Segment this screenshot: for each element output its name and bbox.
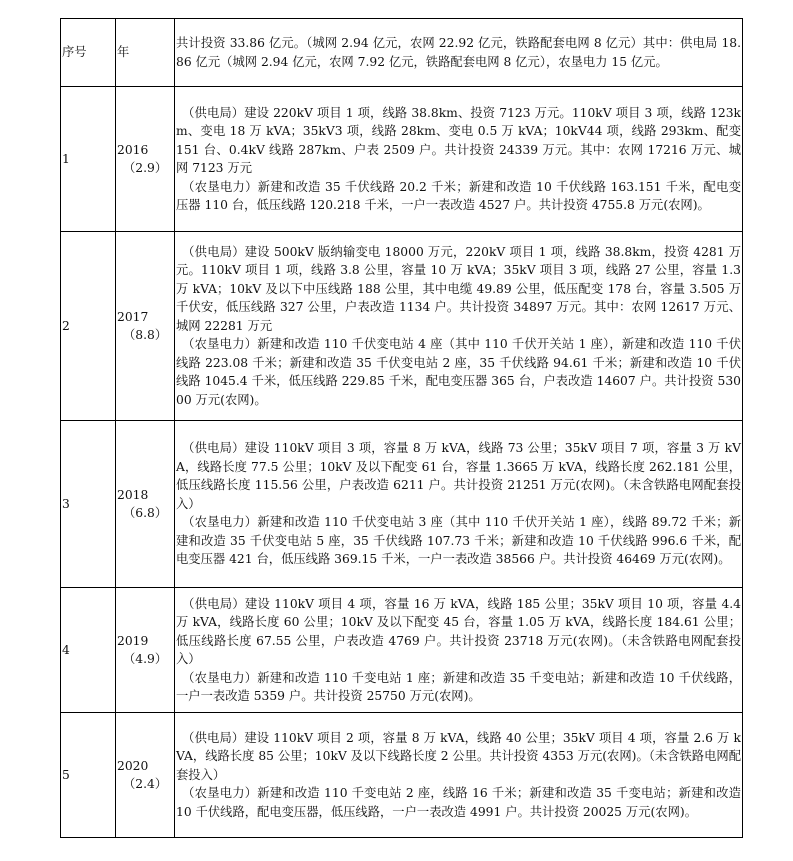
row-number: 5: [61, 713, 116, 838]
row-year: [116, 87, 175, 232]
investment-table: [60, 18, 743, 838]
row-number: 2: [61, 232, 116, 421]
farm-power-text: （农垦电力）新建和改造 110 千变电站 2 座，线路 16 千米；新建和改造 35 千变电站；新建和改造 10 千伏线路，配电变压器，低压线路，一户一表改造 4991 户。共计投资 20025 万元(农网)。: [176, 786, 741, 819]
year-investment: （4.9）: [123, 652, 168, 666]
supply-bureau-text: （供电局）建设 110kV 项目 4 项，容量 16 万 kVA，线路 185 公里；35kV 项目 10 项，容量 4.4 万 kVA，线路长度 60 公里；10kV 及以下配变 45 台，容量 1.05 万 kVA，线路长度 184.61 公里；低压线路长度 67.55 公里，户表改造 4769 户。共计投资 23718 万元(农网)。（未含铁路电网配套投入）: [176, 596, 741, 666]
table-row: [61, 87, 743, 232]
row-description: [175, 588, 743, 713]
row-number: 1: [61, 87, 116, 232]
row-description: [175, 421, 743, 588]
table-row: [61, 421, 743, 588]
row-year: [116, 232, 175, 421]
row-year: [116, 588, 175, 713]
supply-bureau-text: （供电局）建设 110kV 项目 3 项，容量 8 万 kVA，线路 73 公里；35kV 项目 7 项，容量 3 万 kVA，线路长度 77.5 公里；10kV 及以下配变 61 台，容量 1.3665 万 kVA，线路长度 262.181 公里，低压线路长度 115.56 公里，户表改造 6211 户。共计投资 21251 万元(农网)。（未含铁路电网配套投入）: [176, 441, 741, 511]
year-investment: （2.4）: [123, 777, 168, 791]
row-year: [116, 713, 175, 838]
header-year: 年: [116, 19, 175, 87]
year-value: 2020: [117, 758, 149, 773]
farm-power-text: （农垦电力）新建和改造 110 千伏变电站 4 座（其中 110 千伏开关站 1 座），新建和改造 110 千伏线路 223.08 千米；新建和改造 35 千伏变电站 2 座，35 千伏线路 94.61 千米；新建和改造 10 千伏线路 1045.4 千米，低压线路 229.85 千米，配电变压器 365 台，户表改造 14607 户。共计投资 53000 万元(农网)。: [176, 337, 741, 407]
header-number: 序号: [61, 19, 116, 87]
row-year: [116, 421, 175, 588]
supply-bureau-text: （供电局）建设 500kV 版纳输变电 18000 万元，220kV 项目 1 项，线路 38.8km，投资 4281 万元。110kV 项目 1 项，线路 3.8 公里，容量 10 万 kVA；35kV 项目 3 项，线路 27 公里，容量 1.3 万 kVA；10kV 及以下中压线路 188 公里，其中电缆 49.89 公里，低压配变 178 台，容量 3.505 万千伏安，低压线路 327 公里，户表改造 1134 户。共计投资 34897 万元。其中：农网 12617 万元、城网 22281 万元: [176, 244, 741, 333]
farm-power-text: （农垦电力）新建和改造 35 千伏线路 20.2 千米；新建和改造 10 千伏线路 163.151 千米，配电变压器 110 台，低压线路 120.218 千米，一户一表改造 4527 户。共计投资 4755.8 万元(农网)。: [176, 179, 741, 212]
row-description: [175, 232, 743, 421]
summary-text: 共计投资 33.86 亿元。（城网 2.94 亿元，农网 22.92 亿元，铁路配套电网 8 亿元）其中：供电局 18.86 亿元（城网 2.94 亿元，农网 7.92 亿元，铁路配套电网 8 亿元），农垦电力 15 亿元。: [176, 36, 741, 69]
row-number: 3: [61, 421, 116, 588]
year-investment: （2.9）: [123, 161, 168, 175]
farm-power-text: （农垦电力）新建和改造 110 千变电站 1 座；新建和改造 35 千变电站；新建和改造 10 千伏线路，一户一表改造 5359 户。共计投资 25750 万元(农网)。: [176, 670, 741, 703]
row-description: [175, 87, 743, 232]
supply-bureau-text: （供电局）建设 110kV 项目 2 项，容量 8 万 kVA，线路 40 公里；35kV 项目 4 项，容量 2.6 万 kVA，线路长度 85 公里；10kV 及以下线路长度 2 公里。共计投资 4353 万元(农网)。（未含铁路电网配套投入）: [176, 730, 741, 782]
header-summary: [175, 19, 743, 87]
supply-bureau-text: （供电局）建设 220kV 项目 1 项，线路 38.8km、投资 7123 万元。110kV 项目 3 项，线路 123km、变电 18 万 kVA；35kV3 项，线路 28km、变电 0.5 万 kVA；10kV44 项，线路 293km、配变 151 台、0.4kV 线路 287km、户表 2509 户。共计投资 24339 万元。其中：农网 17216 万元、城网 7123 万元: [176, 105, 741, 175]
year-value: 2017: [117, 309, 149, 324]
year-investment: （8.8）: [123, 328, 168, 342]
year-value: 2016: [117, 142, 149, 157]
table-header-row: [61, 19, 743, 87]
year-investment: （6.8）: [123, 506, 168, 520]
year-value: 2019: [117, 633, 149, 648]
table-row: [61, 588, 743, 713]
year-value: 2018: [117, 487, 149, 502]
row-description: [175, 713, 743, 838]
table-row: [61, 232, 743, 421]
row-number: 4: [61, 588, 116, 713]
table-row: [61, 713, 743, 838]
farm-power-text: （农垦电力）新建和改造 110 千伏变电站 3 座（其中 110 千伏开关站 1 座），线路 89.72 千米；新建和改造 35 千伏变电站 5 座，35 千伏线路 107.73 千米；新建和改造 10 千伏线路 996.6 千米，配电变压器 421 台，低压线路 369.15 千米，一户一表改造 38566 户。共计投资 46469 万元(农网)。: [176, 515, 741, 567]
